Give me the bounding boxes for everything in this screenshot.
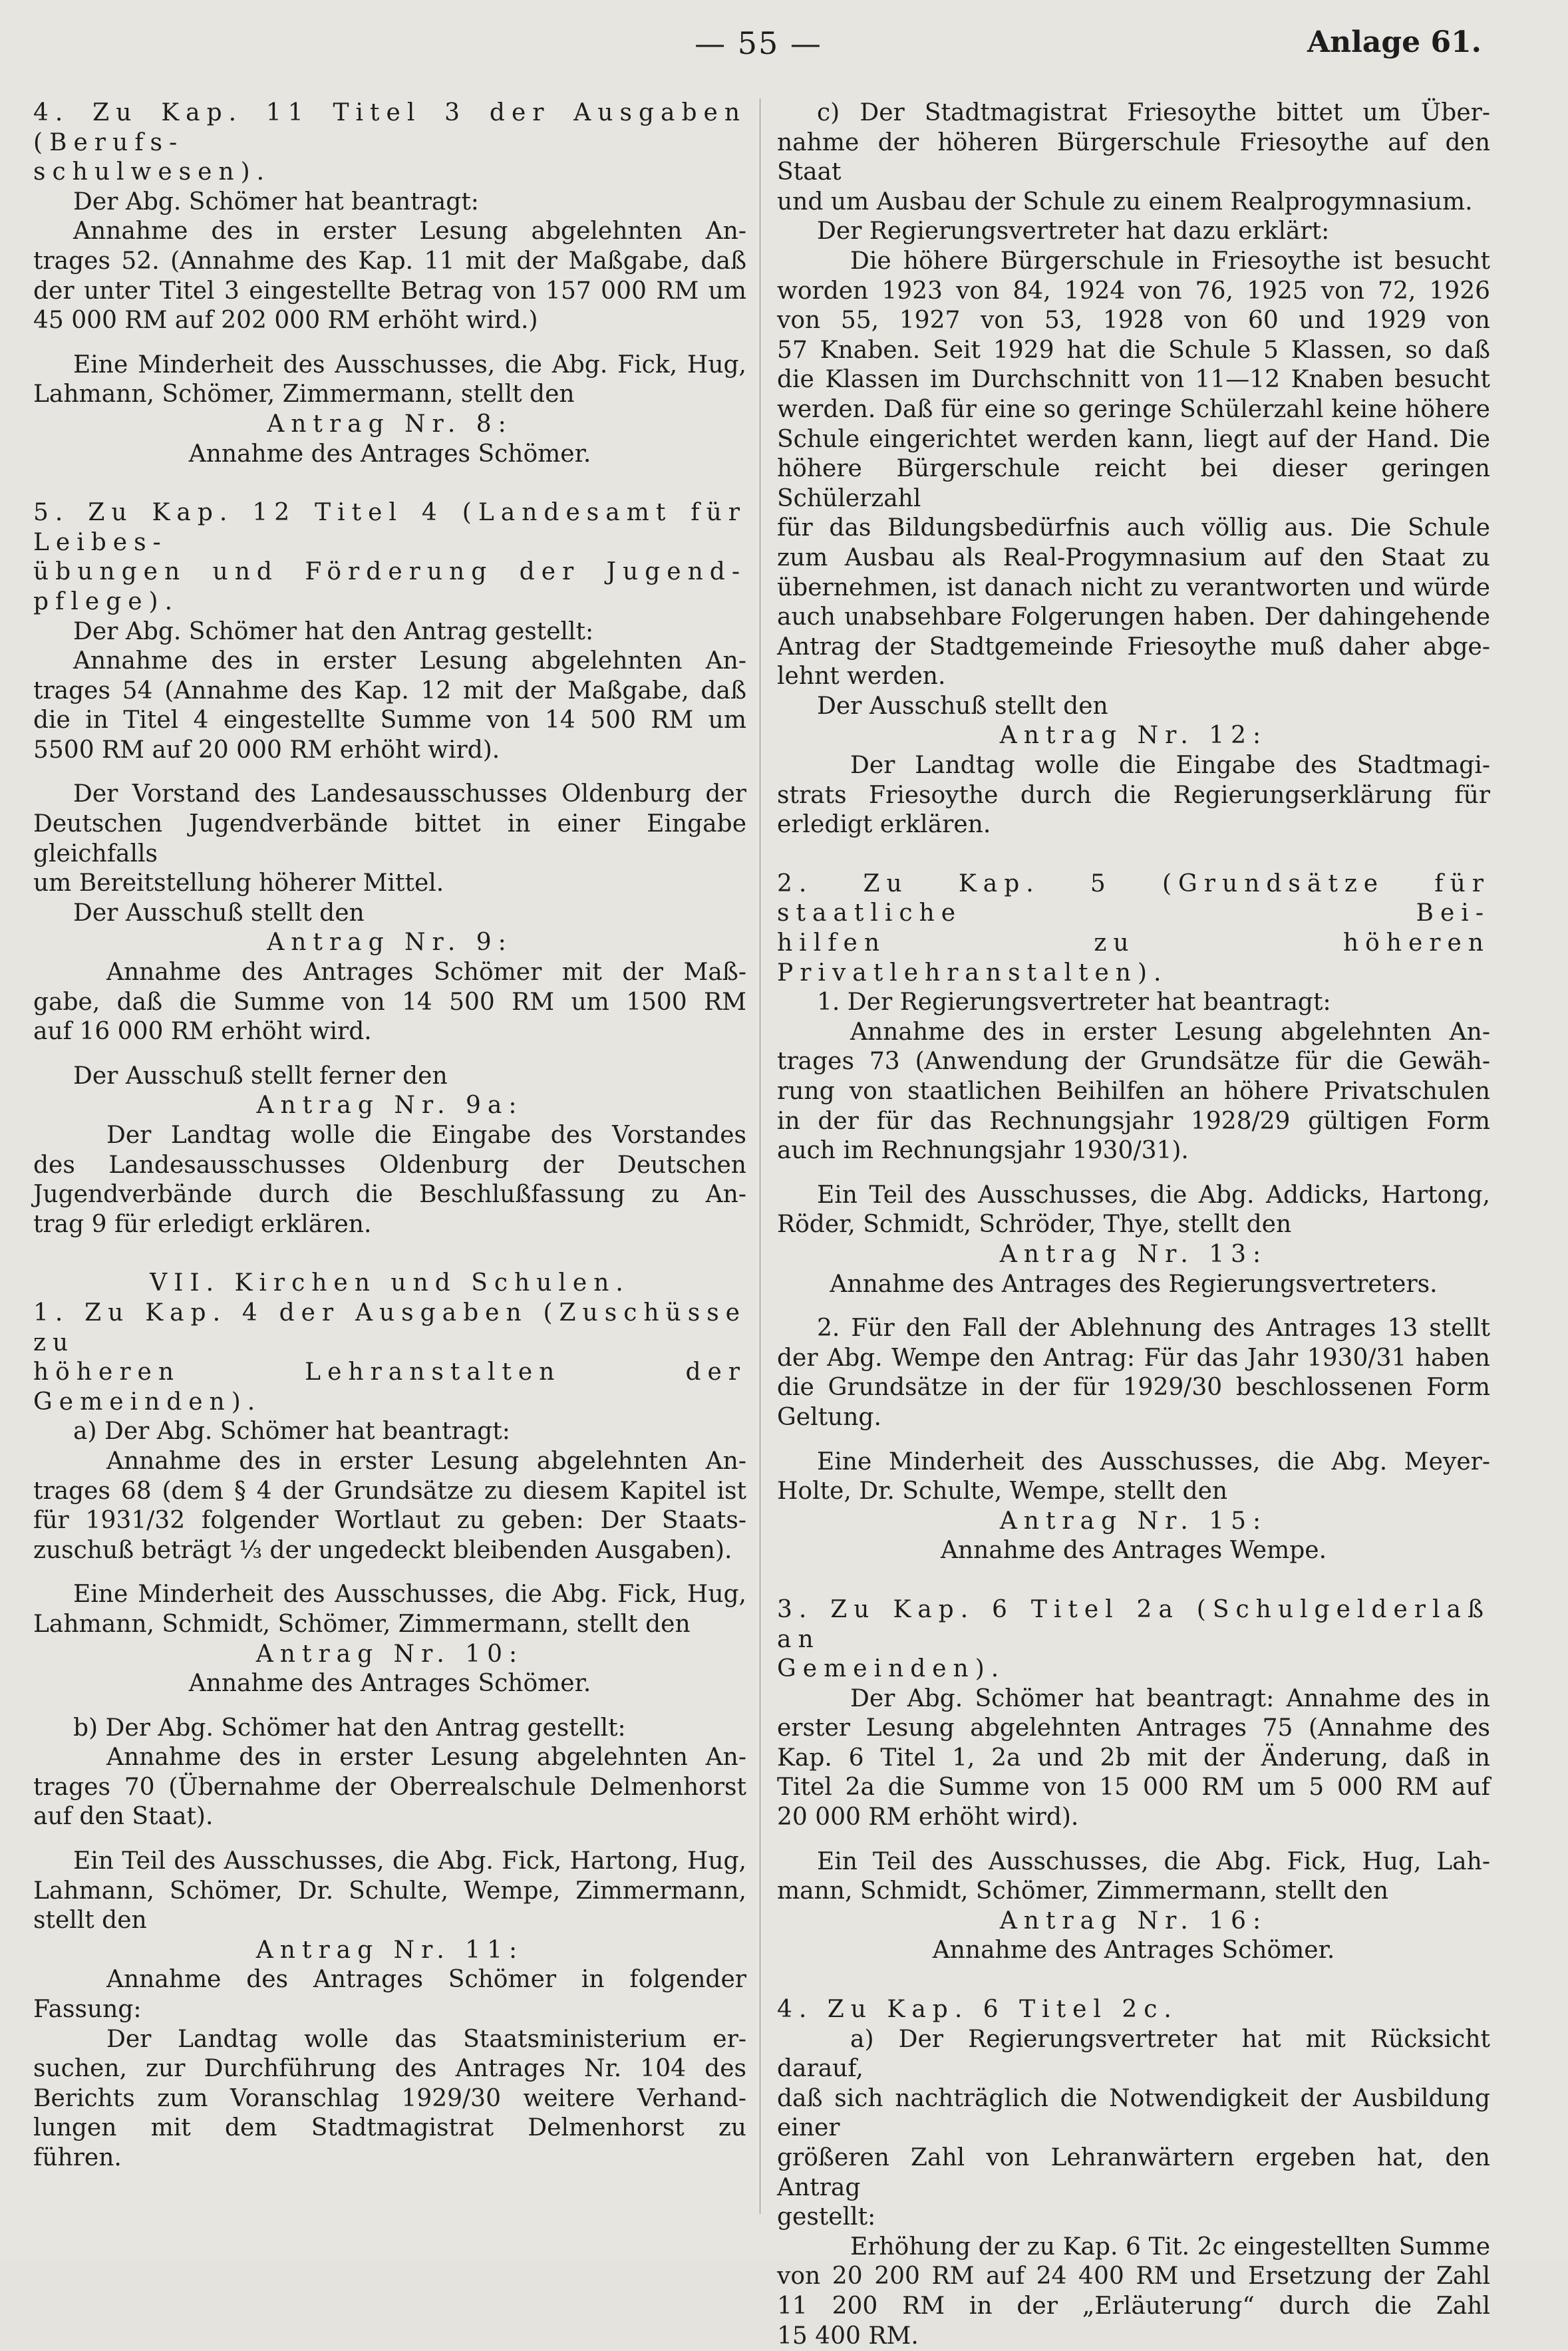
paragraph: trages 54 (Annahme des Kap. 12 mit der Maßgabe, daß xyxy=(33,677,746,705)
paragraph: Annahme des in erster Lesung abgelehnten An- xyxy=(850,1018,1490,1046)
section-heading: Gemeinden). xyxy=(777,1655,1006,1683)
paragraph: Holte, Dr. Schulte, Wempe, stellt den xyxy=(777,1478,1228,1505)
quote-text: Antrag der Stadtgemeinde Friesoythe muß daher abge- xyxy=(777,633,1490,661)
paragraph: Annahme des in erster Lesung abgelehnten An- xyxy=(73,218,746,245)
quote-text: zum Ausbau als Real-Progymnasium auf den Staat zu xyxy=(777,544,1490,571)
paragraph: Der Regierungsvertreter hat dazu erklärt: xyxy=(817,218,1330,245)
paragraph: auch im Rechnungsjahr 1930/31). xyxy=(777,1137,1189,1165)
paragraph: b) Der Abg. Schömer hat den Antrag gestellt: xyxy=(73,1714,626,1742)
quote-text: 15 400 RM. xyxy=(777,2322,919,2350)
motion-heading: Antrag Nr. 12: xyxy=(999,722,1268,750)
paragraph: Der Abg. Schömer hat beantragt: Annahme des in xyxy=(850,1684,1490,1712)
paragraph: Der Ausschuß stellt den xyxy=(817,692,1108,720)
paragraph: Kap. 6 Titel 1, 2a und 2b mit der Änderung, daß in xyxy=(777,1744,1490,1772)
motion-text: Annahme des Antrages Schömer mit der Maß- xyxy=(106,959,746,987)
motion-text: des Landesausschusses Oldenburg der Deutschen xyxy=(33,1151,746,1179)
motion-text: lungen mit dem Stadtmagistrat Delmenhorst zu xyxy=(33,2114,746,2142)
quote-text: werden. Daß für eine so geringe Schülerzahl keine höhere xyxy=(777,395,1490,423)
motion-text: Der Landtag wolle das Staatsministerium er- xyxy=(106,2025,746,2053)
motion-text: suchen, zur Durchführung des Antrages Nr. 104 des xyxy=(33,2055,746,2083)
quote-text: lehnt werden. xyxy=(777,663,946,691)
paragraph: für 1931/32 folgender Wortlaut zu geben: Der Staats- xyxy=(33,1507,746,1535)
paragraph: Titel 2a die Summe von 15 000 RM um 5 000 RM auf xyxy=(777,1774,1490,1802)
quote-text: Schule eingerichtet werden kann, liegt auf der Hand. Die xyxy=(777,425,1490,453)
paragraph: 45 000 RM auf 202 000 RM erhöht wird.) xyxy=(33,307,538,335)
paragraph: der unter Titel 3 eingestellte Betrag von 157 000 RM um xyxy=(33,277,746,305)
paragraph: Der Abg. Schömer hat den Antrag gestellt: xyxy=(73,617,594,645)
paragraph: in der für das Rechnungsjahr 1928/29 gültigen Form xyxy=(777,1107,1490,1135)
paragraph: Der Abg. Schömer hat beantragt: xyxy=(73,188,479,216)
motion-text: führen. xyxy=(33,2144,122,2171)
motion-heading: Antrag Nr. 11: xyxy=(255,1936,524,1964)
paragraph: Eine Minderheit des Ausschusses, die Abg. Fick, Hug, xyxy=(73,351,746,379)
quote-text: auch unabsehbare Folgerungen haben. Der dahingehende xyxy=(777,603,1490,631)
paragraph: 1. Der Regierungsvertreter hat beantragt: xyxy=(817,989,1331,1017)
paragraph: 5500 RM auf 20 000 RM erhöht wird). xyxy=(33,736,500,764)
section-heading: 2. Zu Kap. 5 (Grundsätze für staatliche Bei- xyxy=(777,869,1490,927)
quote-text: für das Bildungsbedürfnis auch völlig aus. Die Schule xyxy=(777,514,1490,542)
motion-text: Der Landtag wolle die Eingabe des Stadtmagi- xyxy=(850,752,1490,780)
paragraph: stellt den xyxy=(33,1907,147,1935)
section-heading: 4. Zu Kap. 11 Titel 3 der Ausgaben (Berufs- xyxy=(33,99,746,156)
motion-text: auf 16 000 RM erhöht wird. xyxy=(33,1018,372,1046)
section-heading: 4. Zu Kap. 6 Titel 2c. xyxy=(777,1996,1178,2024)
quote-text: worden 1923 von 84, 1924 von 76, 1925 von 72, 1926 xyxy=(777,277,1490,305)
paragraph: mann, Schmidt, Schömer, Zimmermann, stellt den xyxy=(777,1877,1389,1905)
motion-text: Annahme des Antrages Schömer. xyxy=(932,1937,1335,1964)
chapter-heading: VII. Kirchen und Schulen. xyxy=(150,1269,630,1297)
motion-text: Annahme des Antrages Schömer. xyxy=(188,440,591,468)
motion-text: Jugendverbände durch die Beschlußfassung zu An- xyxy=(33,1181,746,1209)
section-heading: 1. Zu Kap. 4 der Ausgaben (Zuschüsse zu xyxy=(33,1299,746,1356)
paragraph: Ein Teil des Ausschusses, die Abg. Fick, Hartong, Hug, xyxy=(73,1847,746,1875)
section-heading: 3. Zu Kap. 6 Titel 2a (Schulgelderlaß an xyxy=(777,1595,1490,1653)
paragraph: und um Ausbau der Schule zu einem Realprogymnasium. xyxy=(777,188,1473,216)
left-column xyxy=(33,98,746,2173)
paragraph: erster Lesung abgelehnten Antrages 75 (Annahme des xyxy=(777,1714,1490,1742)
paragraph: rung von staatlichen Beihilfen an höhere Privatschulen xyxy=(777,1078,1490,1105)
paragraph: Lahmann, Schmidt, Schömer, Zimmermann, stellt den xyxy=(33,1610,691,1638)
paragraph: Eine Minderheit des Ausschusses, die Abg. Fick, Hug, xyxy=(73,1581,746,1609)
appendix-label: Anlage 61. xyxy=(1307,25,1482,59)
motion-text: Annahme des Antrages Schömer. xyxy=(188,1670,591,1698)
motion-heading: Antrag Nr. 9: xyxy=(267,929,513,957)
quote-text: 11 200 RM in der „Erläuterung“ durch die Zahl xyxy=(777,2292,1490,2320)
motion-text: gabe, daß die Summe von 14 500 RM um 1500 RM xyxy=(33,988,746,1016)
motion-heading: Antrag Nr. 10: xyxy=(255,1640,524,1668)
motion-heading: Antrag Nr. 13: xyxy=(999,1240,1268,1268)
section-heading: pflege). xyxy=(33,587,180,615)
right-column xyxy=(777,98,1490,2351)
paragraph: a) Der Regierungsvertreter hat mit Rücksicht darauf, xyxy=(777,2025,1490,2083)
paragraph: gestellt: xyxy=(777,2203,876,2231)
paragraph: a) Der Abg. Schömer hat beantragt: xyxy=(73,1418,510,1446)
quote-text: Erhöhung der zu Kap. 6 Tit. 2c eingestellten Summe xyxy=(850,2233,1490,2261)
paragraph: Röder, Schmidt, Schröder, Thye, stellt den xyxy=(777,1211,1292,1239)
section-heading: übungen und Förderung der Jugend- xyxy=(33,558,746,586)
motion-text: Annahme des Antrages des Regierungsvertreters. xyxy=(830,1270,1438,1298)
paragraph: der Abg. Wempe den Antrag: Für das Jahr 1930/31 haben xyxy=(777,1344,1490,1372)
paragraph: Geltung. xyxy=(777,1403,881,1431)
paragraph: trages 68 (dem § 4 der Grundsätze zu diesem Kapitel ist xyxy=(33,1477,746,1505)
quote-text: von 20 200 RM auf 24 400 RM und Ersetzung der Zahl xyxy=(777,2263,1490,2290)
section-heading: hilfen zu höheren Privatlehranstalten). xyxy=(777,929,1490,987)
paragraph: auf den Staat). xyxy=(33,1803,214,1831)
paragraph: 2. Für den Fall der Ablehnung des Antrages 13 stellt xyxy=(817,1315,1490,1342)
paragraph: die in Titel 4 eingestellte Summe von 14 500 RM um xyxy=(33,706,746,734)
paragraph: zuschuß beträgt ⅓ der ungedeckt bleibenden Ausgaben). xyxy=(33,1536,732,1564)
quote-text: höhere Bürgerschule reicht bei dieser geringen Schülerzahl xyxy=(777,455,1490,512)
page-number: — 55 — xyxy=(695,25,822,61)
paragraph: Annahme des in erster Lesung abgelehnten An- xyxy=(106,1744,746,1772)
motion-text: strats Friesoythe durch die Regierungserklärung für xyxy=(777,781,1490,809)
paragraph: trages 52. (Annahme des Kap. 11 mit der Maßgabe, daß xyxy=(33,247,746,275)
motion-heading: Antrag Nr. 9a: xyxy=(256,1092,524,1120)
paragraph: c) Der Stadtmagistrat Friesoythe bittet um Über- xyxy=(817,99,1490,126)
paragraph: Der Vorstand des Landesausschusses Oldenburg der xyxy=(73,780,746,808)
paragraph: Eine Minderheit des Ausschusses, die Abg. Meyer- xyxy=(817,1448,1490,1476)
paragraph: Lahmann, Schömer, Dr. Schulte, Wempe, Zimmermann, xyxy=(33,1877,746,1905)
quote-text: die Klassen im Durchschnitt von 11—12 Knaben besucht xyxy=(777,366,1490,394)
section-heading: schulwesen). xyxy=(33,158,271,186)
paragraph: Deutschen Jugendverbände bittet in einer Eingabe gleichfalls xyxy=(33,810,746,867)
paragraph: Annahme des in erster Lesung abgelehnten An- xyxy=(73,647,746,675)
quote-text: 57 Knaben. Seit 1929 hat die Schule 5 Klassen, so daß xyxy=(777,336,1490,364)
motion-heading: Antrag Nr. 8: xyxy=(267,410,513,438)
motion-text: Fassung: xyxy=(33,1996,142,2024)
page-header xyxy=(0,25,1568,72)
paragraph: trages 70 (Übernahme der Oberrealschule Delmenhorst xyxy=(33,1773,746,1801)
paragraph: Der Ausschuß stellt ferner den xyxy=(73,1062,448,1090)
motion-heading: Antrag Nr. 15: xyxy=(999,1507,1268,1535)
motion-heading: Antrag Nr. 16: xyxy=(999,1907,1268,1935)
quote-text: übernehmen, ist danach nicht zu verantworten und würde xyxy=(777,573,1490,601)
quote-text: Die höhere Bürgerschule in Friesoythe ist besucht xyxy=(850,247,1490,275)
paragraph: Ein Teil des Ausschusses, die Abg. Fick, Hug, Lah- xyxy=(817,1847,1490,1875)
paragraph: die Grundsätze in der für 1929/30 beschlossenen Form xyxy=(777,1374,1490,1402)
paragraph: größeren Zahl von Lehranwärtern ergeben hat, den Antrag xyxy=(777,2144,1490,2201)
paragraph: trages 73 (Anwendung der Grundsätze für die Gewäh- xyxy=(777,1048,1490,1076)
motion-text: Annahme des Antrages Wempe. xyxy=(940,1537,1327,1565)
paragraph: Annahme des in erster Lesung abgelehnten An- xyxy=(106,1447,746,1475)
paragraph: Lahmann, Schömer, Zimmermann, stellt den xyxy=(33,381,575,408)
motion-text: erledigt erklären. xyxy=(777,811,991,839)
motion-text: trag 9 für erledigt erklären. xyxy=(33,1210,372,1238)
quote-text: von 55, 1927 von 53, 1928 von 60 und 1929 von xyxy=(777,307,1490,335)
paragraph: Der Ausschuß stellt den xyxy=(73,899,365,927)
paragraph: um Bereitstellung höherer Mittel. xyxy=(33,869,444,897)
section-heading: höheren Lehranstalten der Gemeinden). xyxy=(33,1358,746,1416)
motion-text: Annahme des Antrages Schömer in folgender xyxy=(106,1966,746,1994)
motion-text: Der Landtag wolle die Eingabe des Vorstandes xyxy=(106,1122,746,1149)
paragraph: 20 000 RM erhöht wird). xyxy=(777,1803,1079,1831)
section-heading: 5. Zu Kap. 12 Titel 4 (Landesamt für Leibes- xyxy=(33,499,746,556)
motion-text: Berichts zum Voranschlag 1929/30 weitere Verhand- xyxy=(33,2084,746,2112)
paragraph: nahme der höheren Bürgerschule Friesoythe auf den Staat xyxy=(777,128,1490,186)
paragraph: daß sich nachträglich die Notwendigkeit der Ausbildung einer xyxy=(777,2084,1490,2142)
paragraph: Ein Teil des Ausschusses, die Abg. Addicks, Hartong, xyxy=(817,1181,1490,1209)
